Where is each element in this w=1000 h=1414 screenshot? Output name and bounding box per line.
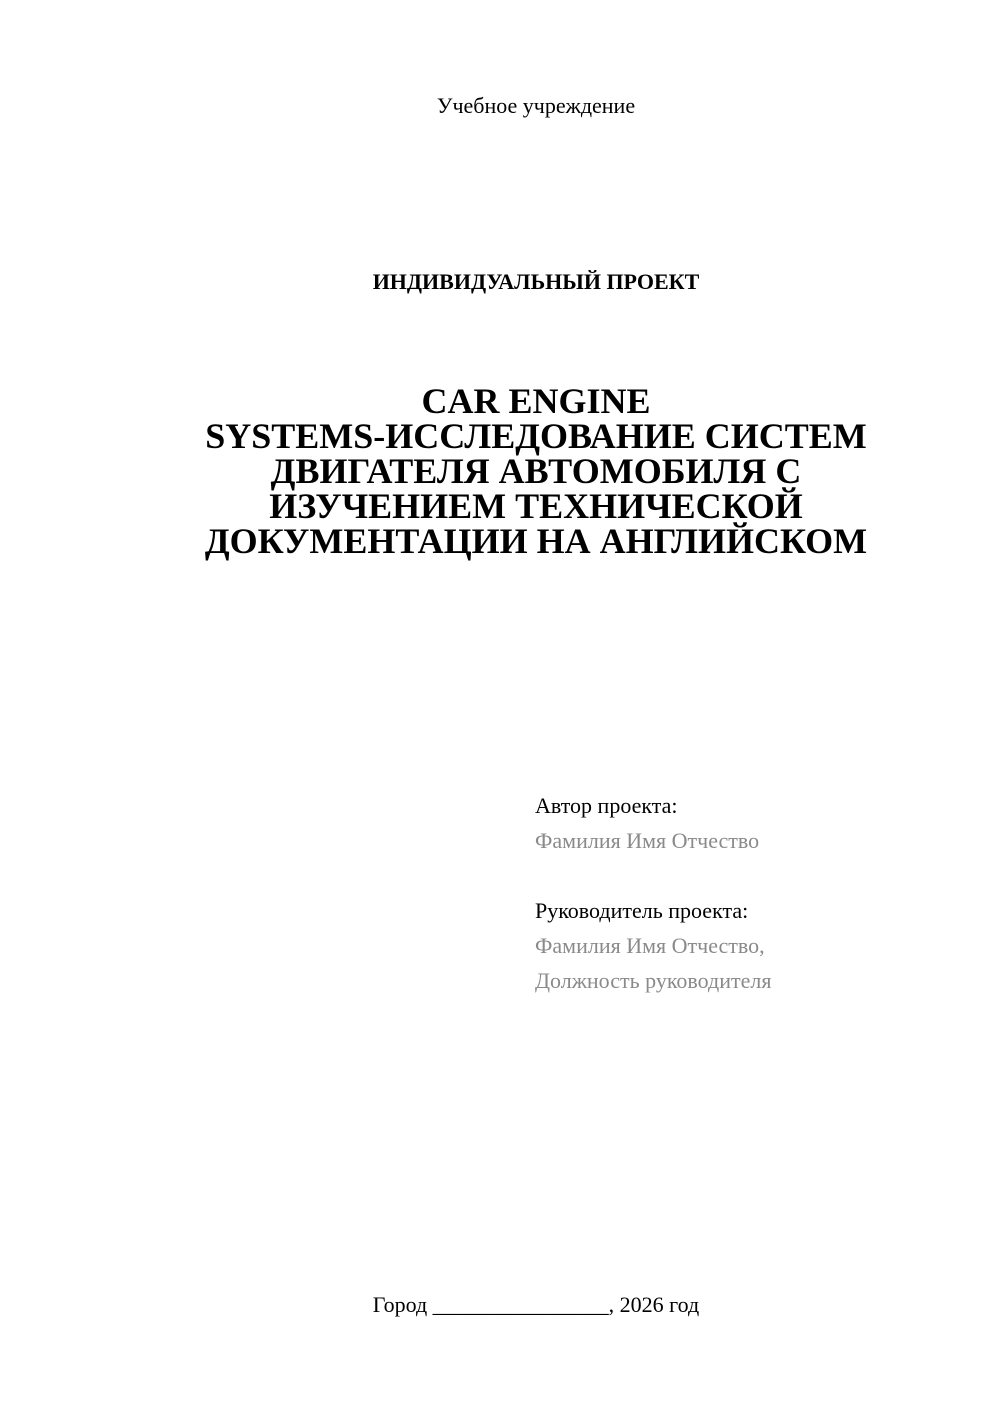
author-name: Фамилия Имя Отчество (535, 828, 760, 853)
title-line: SYSTEMS-ИССЛЕДОВАНИЕ СИСТЕМ (205, 416, 867, 456)
spacer (535, 858, 955, 893)
city-year-footer: Город ________________, 2026 год (372, 1292, 700, 1317)
title-line: ИЗУЧЕНИЕМ ТЕХНИЧЕСКОЙ (269, 486, 803, 526)
credits-block (535, 788, 955, 998)
title-line: CAR ENGINE (421, 381, 651, 421)
document-type: ИНДИВИДУАЛЬНЫЙ ПРОЕКТ (372, 269, 700, 294)
institution-name: Учебное учреждение (436, 93, 636, 118)
title-line: ДВИГАТЕЛЯ АВТОМОБИЛЯ С (270, 451, 802, 491)
project-title (150, 381, 922, 561)
supervisor-label: Руководитель проекта: (535, 898, 749, 923)
supervisor-position: Должность руководителя (535, 968, 772, 993)
author-label: Автор проекта: (535, 793, 678, 818)
title-line: ДОКУМЕНТАЦИИ НА АНГЛИЙСКОМ (204, 521, 868, 561)
supervisor-name: Фамилия Имя Отчество, (535, 933, 765, 958)
